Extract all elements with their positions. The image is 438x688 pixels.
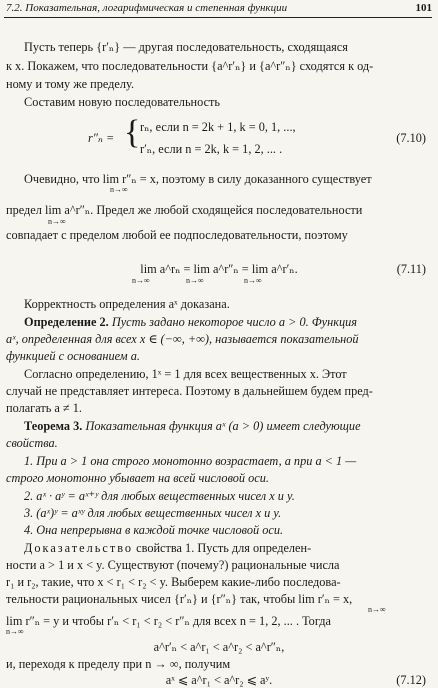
limit-subscript: n→∞ xyxy=(48,217,66,226)
property-item: 4. Она непрерывна в каждой точке числовой оси. xyxy=(24,523,284,537)
equation-number: (7.12) xyxy=(396,673,426,687)
equation-row: rₙ, если n = 2k + 1, k = 0, 1, ..., xyxy=(140,120,296,134)
text-line: Корректность определения aˣ доказана. xyxy=(24,297,230,311)
definition-text: Пусть задано некоторое число a > 0. Функция xyxy=(111,315,357,329)
property-item: 3. (aˣ)ʸ = aˣʸ для любых вещественных чисел x и y. xyxy=(24,506,282,520)
theorem-text: Показательная функция aˣ (a > 0) имеет следующие xyxy=(85,419,361,433)
proof-line: тельности рациональных чисел {r′ₙ} и {r″ₙ} так, чтобы lim r′ₙ = x, xyxy=(6,592,353,606)
text-line: случай не представляет интереса. Поэтому в дальнейшем будем пред- xyxy=(6,384,373,398)
proof-text: свойства 1. Пусть для определен- xyxy=(136,541,312,555)
definition-line: функцией с основанием a. xyxy=(6,349,140,363)
text-line: Очевидно, что lim r″ₙ = x, поэтому в силу доказанного существует xyxy=(24,172,372,186)
text-line: совпадает с пределом любой ее подпоследовательности, поэтому xyxy=(6,228,348,242)
limit-subscript: n→∞ xyxy=(368,605,386,614)
equation-number: (7.10) xyxy=(396,131,426,145)
inequality: a^r′ₙ < a^r₁ < a^r₂ < a^r″ₙ, xyxy=(153,640,285,654)
definition-label: Определение 2. xyxy=(24,315,109,329)
proof-label: Доказательство xyxy=(24,541,134,555)
limit-subscript: n→∞ xyxy=(186,276,204,285)
text-line: Согласно определению, 1ˣ = 1 для всех вещественных x. Этот xyxy=(24,367,347,381)
definition-line: aˣ, определенная для всех x ∈ (−∞, +∞), называется показательной xyxy=(6,332,359,346)
limit-subscript: n→∞ xyxy=(244,276,262,285)
text-line: ному и тому же пределу. xyxy=(6,77,135,91)
header-rule xyxy=(4,17,432,18)
text-line: Составим новую последовательность xyxy=(24,95,221,109)
property-item: строго монотонно убывает на всей числовой оси. xyxy=(6,471,269,485)
proof-line xyxy=(24,541,430,556)
property-item: 1. При a > 1 она строго монотонно возрастает, а при a < 1 — xyxy=(24,454,357,468)
running-header xyxy=(6,2,432,16)
theorem-line: свойства. xyxy=(6,436,58,450)
equation-number: (7.11) xyxy=(396,262,426,276)
page-number: 101 xyxy=(415,2,432,14)
inequality-7-12: aˣ ⩽ a^r₁ < a^r₂ ⩽ aʸ. xyxy=(165,673,273,687)
text-line: предел lim a^r″ₙ. Предел же любой сходящейся последовательности xyxy=(6,203,363,217)
proof-line: ности a > 1 и x < y. Существуют (почему?) рациональные числа xyxy=(6,558,340,572)
header-title: 7.2. Показательная, логарифмическая и степенная функции xyxy=(6,2,288,14)
text-line: и, переходя к пределу при n → ∞, получим xyxy=(6,657,231,671)
brace-symbol: { xyxy=(124,114,141,151)
limit-subscript: n→∞ xyxy=(6,627,24,636)
text-line: Пусть теперь {r′ₙ} — другая последовательность, сходящаяся xyxy=(24,40,348,54)
equation-7-11: lim a^rₙ = lim a^r″ₙ = lim a^r′ₙ. xyxy=(140,262,298,276)
property-item: 2. aˣ · aʸ = aˣ⁺ʸ для любых вещественных чисел x и y. xyxy=(24,489,295,503)
theorem-line xyxy=(24,419,430,434)
equation-lhs: r″ₙ = xyxy=(88,131,115,145)
proof-line: lim r″ₙ = y и чтобы r′ₙ < r₁ < r₂ < r″ₙ для всех n = 1, 2, ... . Тогда xyxy=(6,614,331,628)
definition-line xyxy=(24,315,430,330)
equation-row: r′ₙ, если n = 2k, k = 1, 2, ... . xyxy=(140,142,283,156)
text-line: полагать a ≠ 1. xyxy=(6,401,82,415)
theorem-label: Теорема 3. xyxy=(24,419,83,433)
proof-line: r₁ и r₂, такие, что x < r₁ < r₂ < y. Выберем какие-либо последова- xyxy=(6,575,341,589)
limit-subscript: n→∞ xyxy=(132,276,150,285)
limit-subscript: n→∞ xyxy=(110,185,128,194)
text-line: к x. Покажем, что последовательности {a^r′ₙ} и {a^r″ₙ} сходятся к од- xyxy=(6,59,374,73)
